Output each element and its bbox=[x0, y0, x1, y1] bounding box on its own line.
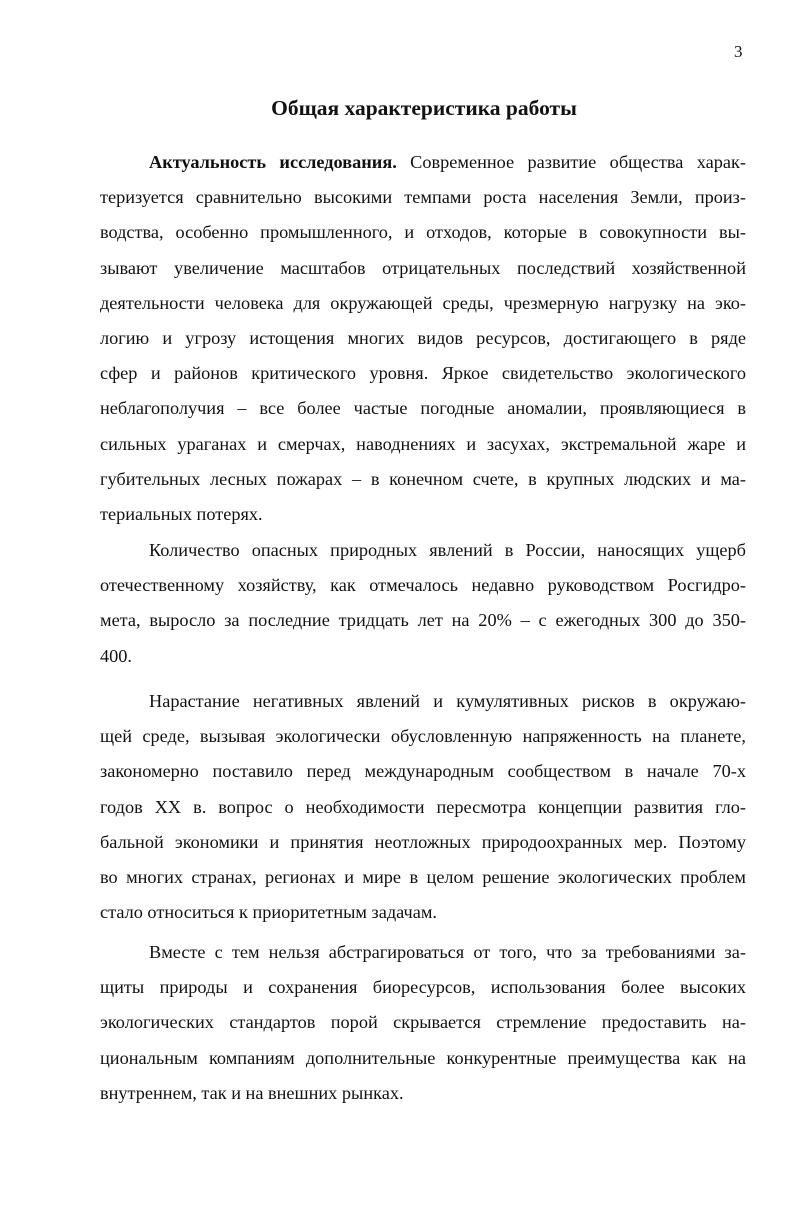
paragraph-line: закономерно поставило перед международным сообществом в начале 70-х bbox=[100, 761, 746, 782]
paragraph-line: отечественному хозяйству, как отмечалось недавно руководством Росгидро- bbox=[100, 575, 746, 596]
paragraph-risks bbox=[100, 684, 746, 930]
paragraph-line: щей среде, вызывая экологически обусловленную напряженность на планете, bbox=[100, 726, 746, 747]
paragraph-line: Количество опасных природных явлений в России, наносящих ущерб bbox=[149, 540, 746, 560]
paragraph-line: неблагополучия – все более частые погодные аномалии, проявляющиеся в bbox=[100, 398, 746, 419]
paragraph-line: теризуется сравнительно высокими темпами роста населения Земли, произ- bbox=[100, 187, 746, 208]
paragraph-relevance bbox=[100, 145, 746, 532]
page-title: Общая характеристика работы bbox=[271, 96, 577, 120]
paragraph-line: зывают увеличение масштабов отрицательных последствий хозяйственной bbox=[100, 257, 746, 278]
page-number: 3 bbox=[734, 42, 743, 61]
paragraph-line: экологических стандартов порой скрывается стремление предоставить на- bbox=[100, 1012, 746, 1033]
paragraph-line: бальной экономики и принятия неотложных природоохранных мер. Поэтому bbox=[100, 831, 746, 852]
paragraph-line: Вместе с тем нельзя абстрагироваться от того, что за требованиями за- bbox=[149, 942, 746, 962]
run-in-heading: Актуальность исследования. bbox=[149, 152, 397, 172]
paragraph-line: сфер и районов критического уровня. Яркое свидетельство экологического bbox=[100, 363, 746, 384]
paragraph-hazards bbox=[100, 533, 746, 674]
paragraph-line: сильных ураганах и смерчах, наводнениях и засухах, экстремальной жаре и bbox=[100, 433, 746, 454]
paragraph-line: деятельности человека для окружающей среды, чрезмерную нагрузку на эко- bbox=[100, 292, 746, 313]
paragraph-line: щиты природы и сохранения биоресурсов, использования более высоких bbox=[100, 977, 746, 998]
paragraph-line: 400. bbox=[100, 645, 132, 666]
paragraph-line: водства, особенно промышленного, и отходов, которые в совокупности вы- bbox=[100, 222, 746, 243]
paragraph-line: логию и угрозу истощения многих видов ресурсов, достигающего в ряде bbox=[100, 327, 746, 348]
paragraph-line: годов XX в. вопрос о необходимости пересмотра концепции развития гло- bbox=[100, 796, 746, 817]
paragraph-competition bbox=[100, 935, 746, 1111]
paragraph-line-text: Современное развитие общества харак- bbox=[396, 152, 747, 172]
paragraph-line bbox=[100, 145, 746, 180]
paragraph-line: териальных потерях. bbox=[100, 503, 263, 524]
paragraph-line: циональным компаниям дополнительные конкурентные преимущества как на bbox=[100, 1047, 746, 1068]
paragraph-line: стало относиться к приоритетным задачам. bbox=[100, 902, 438, 923]
paragraph-line: мета, выросло за последние тридцать лет на 20% – с ежегодных 300 до 350- bbox=[100, 610, 746, 631]
paragraph-line: во многих странах, регионах и мире в целом решение экологических проблем bbox=[100, 866, 746, 887]
paragraph-line: Нарастание негативных явлений и кумулятивных рисков в окружаю- bbox=[149, 691, 746, 711]
paragraph-line: губительных лесных пожарах – в конечном счете, в крупных людских и ма- bbox=[100, 468, 746, 489]
paragraph-line: внутреннем, так и на внешних рынках. bbox=[100, 1082, 404, 1103]
